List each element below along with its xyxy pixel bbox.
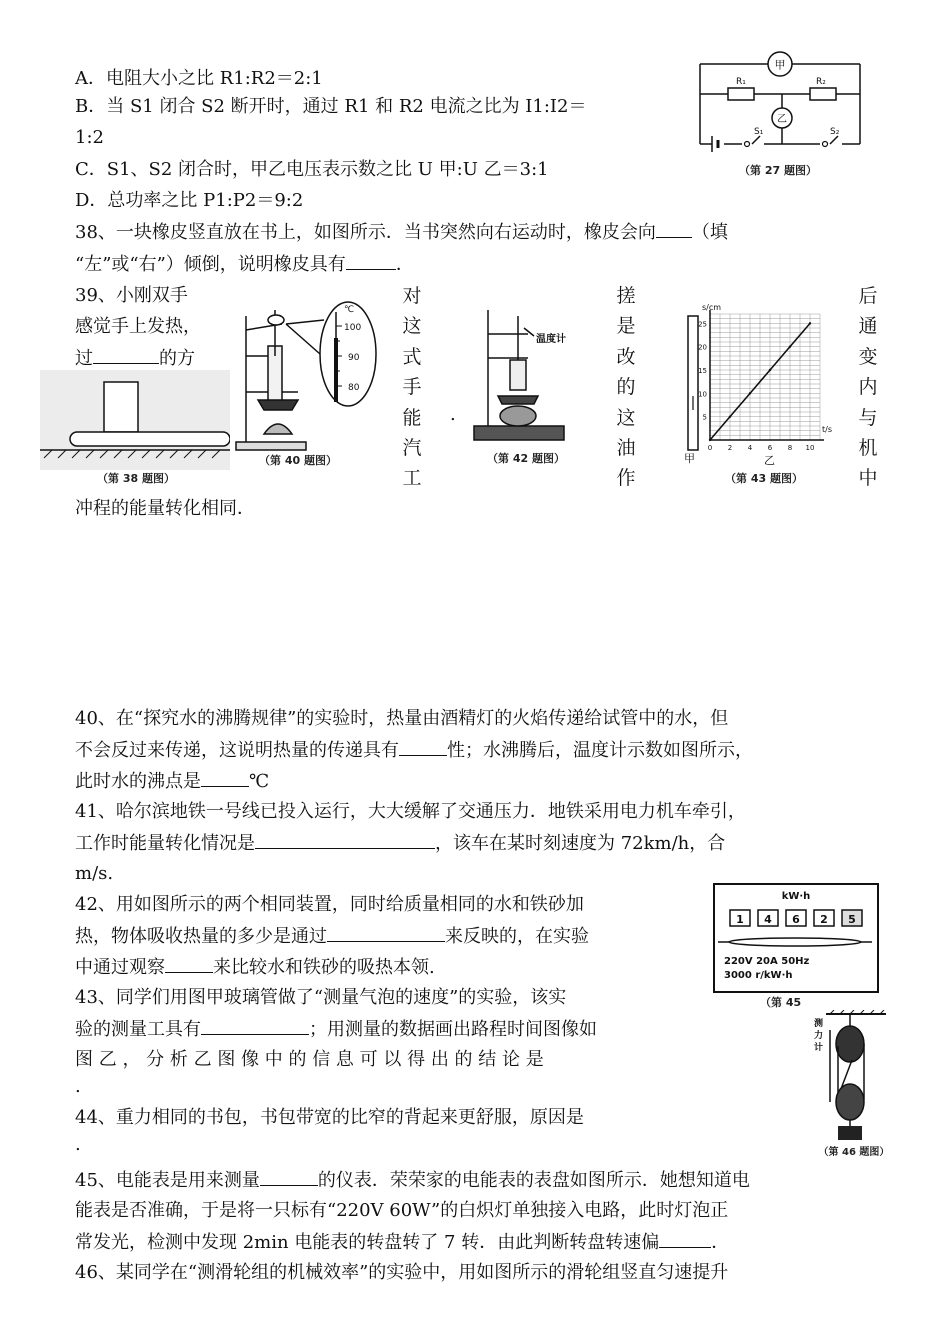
q44-line2: .	[75, 1134, 81, 1155]
q42-text-c: 中通过观察	[75, 957, 165, 978]
heating-apparatus-fig42	[464, 300, 594, 472]
meter-unit: kW·h	[781, 891, 811, 902]
q38-blank-1	[656, 219, 692, 238]
fixed-pulley	[836, 1026, 864, 1062]
fig43-caption: （第 43 题图）	[725, 472, 803, 485]
q44-line1: 44、重力相同的书包，书包带宽的比窄的背起来更舒服，原因是	[75, 1107, 584, 1128]
chart-data-point	[729, 415, 731, 417]
q39-col2-char: 改	[616, 345, 636, 368]
q38-line1	[75, 219, 728, 246]
q40-text-a: 不会反过来传递，这说明热量的传递具有	[75, 740, 399, 761]
q43-text-a: 验的测量工具有	[75, 1019, 201, 1040]
q39-col2-char: 是	[616, 315, 636, 338]
chart-y-axis-label: s/cm	[702, 303, 722, 312]
fig40-tick-80: 80	[348, 383, 360, 393]
q43-text-b: ；用测量的数据画出路程时间图像如	[309, 1019, 597, 1040]
q39-text-a: 过	[75, 348, 93, 369]
q40-line3	[75, 768, 269, 795]
q45-line3	[75, 1229, 729, 1256]
chart-y-tick-label: 5	[702, 413, 707, 422]
s2-label: S₂	[830, 127, 840, 137]
q42-blank-2	[165, 954, 213, 973]
fig40-tick-100: 100	[344, 323, 362, 333]
force-gauge-label-1: 测	[814, 1019, 824, 1029]
fig43-yi-label: 乙	[764, 454, 775, 467]
q39-line3	[75, 345, 195, 372]
chart-x-tick-label: 2	[727, 444, 733, 452]
glass-tube	[688, 316, 698, 450]
q39-col1-char: 汽	[402, 437, 422, 460]
chart-y-tick-label: 10	[698, 390, 707, 399]
meter-spec-1: 220V 20A 50Hz	[724, 956, 810, 967]
q38-text-b: （填	[691, 222, 728, 243]
q37-option-a: A．电阻大小之比 R1:R2＝2:1	[75, 68, 323, 89]
q39-last-line: 冲程的能量转化相同．	[75, 498, 255, 519]
meter-disc	[729, 938, 861, 946]
chart-data-point	[709, 439, 711, 441]
chart-data-point	[809, 322, 811, 324]
q38-line2	[75, 251, 414, 278]
q39-dot: .	[450, 404, 456, 425]
chart-y-tick-label: 25	[698, 320, 707, 329]
q40-text-c: 此时水的沸点是	[75, 771, 201, 792]
force-gauge-label-2: 力	[814, 1031, 824, 1041]
chart-x-tick-label: 6	[767, 444, 773, 452]
q40-blank-2	[201, 768, 249, 787]
fig46-caption: （第 46 题图）	[818, 1147, 890, 1158]
movable-pulley	[836, 1084, 864, 1120]
q37-option-d: D．总功率之比 P1:P2＝9:2	[75, 190, 304, 211]
q43-line3: 图 乙 ， 分 析 乙 图 像 中 的 信 息 可 以 得 出 的 结 论 是	[75, 1049, 544, 1070]
q37-option-c: C．S1、S2 闭合时，甲乙电压表示数之比 U 甲:U 乙＝3:1	[75, 159, 549, 180]
q38-text-a: 38、一块橡皮竖直放在书上，如图所示．当书突然向右运动时，橡皮会向	[75, 222, 656, 243]
bubble-speed-fig43	[680, 300, 840, 490]
chart-x-tick-label: 8	[787, 444, 793, 452]
q39-col2-char: 作	[616, 467, 636, 490]
q42-text-d: 来比较水和铁砂的吸热本领.	[213, 957, 435, 978]
q39-column-2	[614, 281, 638, 494]
q42-line1: 42、用如图所示的两个相同装置，同时给质量相同的水和铁砂加	[75, 894, 584, 915]
weight-block	[838, 1126, 862, 1140]
electricity-meter-fig45	[712, 882, 882, 1012]
q39-line1: 39、小刚双手	[75, 285, 188, 306]
q45-line1	[75, 1167, 750, 1194]
q43-line1: 43、同学们用图甲玻璃管做了“测量气泡的速度”的实验，该实	[75, 987, 567, 1008]
q39-col1-char: 能	[402, 406, 422, 429]
q39-column-3	[856, 281, 880, 494]
chart-x-tick-label: 4	[747, 444, 753, 452]
q39-col3-char: 中	[858, 467, 878, 490]
fig45-caption: （第 45	[760, 996, 802, 1009]
q39-line2: 感觉手上发热，	[75, 316, 201, 337]
fig38-caption: （第 38 题图）	[97, 472, 175, 485]
meter-digit: 1	[736, 913, 744, 926]
circuit-diagram-fig27	[690, 44, 870, 184]
fig40-caption: （第 40 题图）	[259, 454, 337, 467]
q39-col2-char: 这	[616, 406, 636, 429]
chart-data-point	[789, 345, 791, 347]
meter-digit: 2	[820, 913, 828, 926]
q40-line1: 40、在“探究水的沸腾规律”的实验时，热量由酒精灯的火焰传递给试管中的水，但	[75, 708, 729, 729]
q41-line1: 41、哈尔滨地铁一号线已投入运行，大大缓解了交通压力．地铁采用电力机车牵引，	[75, 801, 746, 822]
q39-col1-char: 对	[402, 285, 422, 307]
q46-line1: 46、某同学在“测滑轮组的机械效率”的实验中，用如图所示的滑轮组竖直匀速提升	[75, 1262, 729, 1283]
chart-x-axis-label: t/s	[822, 425, 832, 434]
q37-option-b: B．当 S1 闭合 S2 断开时，通过 R1 和 R2 电流之比为 I1:I2＝	[75, 96, 587, 117]
meter-jia-label: 甲	[774, 58, 786, 72]
q39-col3-char: 内	[858, 376, 878, 399]
q45-blank-2	[659, 1229, 711, 1248]
fig42-caption: （第 42 题图）	[487, 452, 565, 465]
q39-col3-char: 变	[858, 345, 878, 368]
q39-col3-char: 通	[858, 315, 878, 338]
q40-line2	[75, 737, 753, 764]
q39-col3-char: 与	[858, 406, 878, 429]
fig40-tick-90: 90	[348, 353, 360, 363]
q43-blank	[201, 1016, 309, 1035]
force-gauge-label-3: 计	[814, 1043, 824, 1053]
q41-line2	[75, 830, 725, 857]
meter-digit: 4	[764, 913, 772, 926]
q45-line2: 能表是否准确，于是将一只标有“220V 60W”的白炽灯单独接入电路，此时灯泡正	[75, 1200, 729, 1221]
q42-line3	[75, 954, 435, 981]
meter-digit: 6	[792, 913, 800, 926]
q38-text-d: ．	[395, 254, 414, 275]
q39-col1-char: 手	[402, 376, 422, 399]
pulley-system-fig46	[806, 1010, 902, 1158]
q45-text-b: 的仪表．荣荣家的电能表的表盘如图所示．她想知道电	[317, 1170, 750, 1191]
distance-time-chart	[698, 310, 824, 452]
q43-line4: .	[75, 1076, 81, 1097]
q39-column-1	[400, 281, 424, 494]
fig27-caption: （第 27 题图）	[739, 164, 817, 177]
q45-text-a: 45、电能表是用来测量	[75, 1170, 260, 1191]
q45-text-c: 常发光，检测中发现 2min 电能表的转盘转了 7 转．由此判断转盘转速偏	[75, 1232, 660, 1253]
chart-x-tick-label: 0	[707, 444, 713, 452]
q39-col1-char: 工	[402, 467, 422, 490]
q43-line2	[75, 1016, 597, 1043]
fig40-unit: ℃	[344, 305, 355, 315]
q41-text-a: 工作时能量转化情况是	[75, 833, 255, 854]
q39-col2-char: 的	[616, 376, 636, 399]
chart-y-tick-label: 15	[698, 367, 707, 375]
meter-digit-decimal: 5	[848, 913, 856, 926]
fig43-jia-label: 甲	[684, 452, 695, 465]
chart-y-tick-label: 20	[698, 343, 707, 352]
chart-x-tick-label: 10	[805, 444, 815, 452]
q39-blank	[93, 345, 159, 364]
q39-col1-char: 这	[402, 315, 422, 338]
boiling-apparatus-fig40	[232, 296, 382, 476]
r1-label: R₁	[736, 77, 746, 87]
q42-blank-1	[327, 923, 445, 942]
q39-col2-char: 油	[616, 437, 636, 460]
q45-blank-1	[260, 1167, 318, 1186]
chart-data-point	[769, 369, 771, 371]
q45-text-d: ．	[711, 1232, 730, 1253]
q41-blank	[255, 830, 435, 849]
q38-blank-2	[346, 251, 396, 270]
fig42-thermometer-label: 温度计	[536, 334, 566, 345]
q40-text-d: ℃	[249, 771, 270, 792]
q40-text-b: 性；水沸腾后，温度计示数如图所示，	[447, 740, 753, 761]
s1-label: S₁	[754, 127, 764, 137]
q39-col3-char: 后	[858, 285, 878, 307]
meter-yi-label: 乙	[777, 114, 787, 125]
q42-line2	[75, 923, 589, 950]
q39-col1-char: 式	[402, 345, 422, 368]
chart-data-point	[749, 392, 751, 394]
q42-text-b: 来反映的，在实验	[445, 926, 589, 947]
q40-blank-1	[399, 737, 447, 756]
q39-text-b: 的方	[159, 348, 195, 369]
q39-col3-char: 机	[858, 437, 878, 460]
q41-line3: m/s.	[75, 863, 114, 884]
meter-spec-2: 3000 r/kW·h	[724, 970, 793, 981]
q38-text-c: “左”或“右”）倾倒，说明橡皮具有	[75, 254, 346, 275]
q42-text-a: 热，物体吸收热量的多少是通过	[75, 926, 327, 947]
q37-option-b-cont: 1:2	[75, 127, 104, 148]
q39-col2-char: 搓	[616, 285, 636, 307]
q41-text-b: ，该车在某时刻速度为 72km/h，合	[435, 833, 726, 854]
r2-label: R₂	[816, 77, 826, 87]
eraser-on-book-figure	[40, 370, 230, 488]
